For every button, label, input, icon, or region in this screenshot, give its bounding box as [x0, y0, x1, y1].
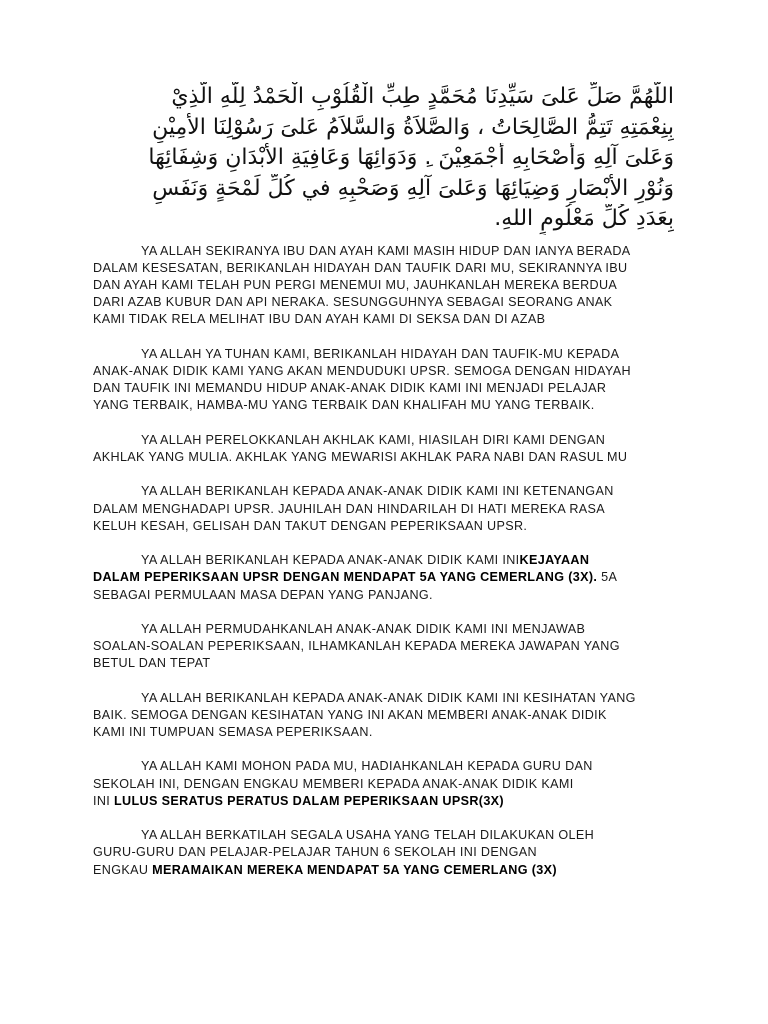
bold-phrase: DALAM PEPERIKSAAN UPSR DENGAN MENDAPAT 5A YANG CEMERLANG (3X).	[93, 570, 598, 585]
paragraph-line	[93, 776, 676, 793]
text-segment: YA ALLAH SEKIRANYA IBU DAN AYAH KAMI MASIH HIDUP DAN IANYA BERADA	[141, 243, 631, 258]
paragraph-line	[93, 690, 676, 707]
text-segment: BAIK. SEMOGA DENGAN KESIHATAN YANG INI AKAN MEMBERI ANAK-ANAK DIDIK	[93, 707, 607, 722]
text-segment: YA ALLAH BERKATILAH SEGALA USAHA YANG TELAH DILAKUKAN OLEH	[141, 828, 595, 843]
text-segment: KAMI INI TUMPUAN SEMASA PEPERIKSAAN.	[93, 725, 373, 740]
prayer-paragraph	[93, 827, 676, 879]
paragraph-line	[93, 243, 676, 260]
text-segment: BETUL DAN TEPAT	[93, 656, 211, 671]
paragraph-line	[93, 449, 676, 466]
paragraph-line	[93, 483, 676, 500]
bold-phrase: LULUS SERATUS PERATUS DALAM PEPERIKSAAN UPSR(3X)	[114, 793, 504, 808]
paragraph-line	[93, 501, 676, 518]
paragraph-line	[93, 862, 676, 879]
paragraph-line	[93, 758, 676, 775]
paragraph-line	[93, 707, 676, 724]
text-segment: SEKOLAH INI, DENGAN ENGKAU MEMBERI KEPADA ANAK-ANAK DIDIK KAMI	[93, 776, 574, 791]
paragraph-line	[93, 587, 676, 604]
prayer-paragraph	[93, 552, 676, 604]
text-segment: KAMI TIDAK RELA MELIHAT IBU DAN AYAH KAMI DI SEKSA DAN DI AZAB	[93, 312, 546, 327]
prayer-paragraph	[93, 621, 676, 673]
arabic-prayer-line: بِعَدَدِ كُلِّ مَعْلُومٍ اللهِ.	[494, 206, 674, 231]
paragraph-line	[93, 432, 676, 449]
paragraph-line	[93, 380, 676, 397]
arabic-prayer-line: اللَّهُمَّ صَلِّ عَلىَ سَيِّدِنَا مُحَمَّدٍ طِبِّ الْقُلُوْبِ الْحَمْدُ لِلَّهِ الَّذِيْ	[171, 84, 674, 109]
arabic-prayer-line: وَعَلىَ آلِهِ وَأَصْحَابِهِ أَجْمَعِيْنَ .ِ وَدَوَائِهَا وَعَافِيَةِ الأَبْدَانِ وَشِفَائِهَا	[148, 145, 674, 170]
arabic-prayer-line: وَنُوْرِ الأَبْصَارِ وَضِيَائِهَا وَعَلىَ آلِهِ وَصَحْبِهِ في كُلِّ لَمْحَةٍ وَنَفَسٍ	[152, 175, 674, 201]
text-segment: YA ALLAH PERMUDAHKANLAH ANAK-ANAK DIDIK KAMI INI MENJAWAB	[141, 621, 586, 636]
arabic-prayer-block	[93, 82, 676, 235]
paragraph-line	[93, 621, 676, 638]
text-segment: YANG TERBAIK, HAMBA-MU YANG TERBAIK DAN KHALIFAH MU YANG TERBAIK.	[93, 398, 595, 413]
bold-phrase: KEJAYAAN	[519, 553, 590, 568]
arabic-prayer-line: بِنِعْمَتِهِ تَتِمُّ الصَّالِحَاتُ ، وَالصَّلاَةُ وَالسَّلاَمُ عَلىَ رَسُوْلِنَا الأَمِيْنِ	[152, 114, 674, 140]
paragraph-line	[93, 827, 676, 844]
text-segment: SOALAN-SOALAN PEPERIKSAAN, ILHAMKANLAH KEPADA MEREKA JAWAPAN YANG	[93, 639, 620, 654]
text-segment: AKHLAK YANG MULIA. AKHLAK YANG MEWARISI AKHLAK PARA NABI DAN RASUL MU	[93, 449, 628, 464]
text-segment: ANAK-ANAK DIDIK KAMI YANG AKAN MENDUDUKI UPSR. SEMOGA DENGAN HIDAYAH	[93, 363, 631, 378]
text-segment: YA ALLAH BERIKANLAH KEPADA ANAK-ANAK DIDIK KAMI INI KETENANGAN	[141, 484, 614, 499]
text-segment: GURU-GURU DAN PELAJAR-PELAJAR TAHUN 6 SEKOLAH INI DENGAN	[93, 845, 537, 860]
paragraph-line	[93, 655, 676, 672]
text-segment: DALAM KESESATAN, BERIKANLAH HIDAYAH DAN TAUFIK DARI MU, SEKIRANNYA IBU	[93, 260, 628, 275]
text-segment: INI	[93, 793, 114, 808]
text-segment: YA ALLAH BERIKANLAH KEPADA ANAK-ANAK DIDIK KAMI INI KESIHATAN YANG	[141, 690, 636, 705]
paragraph-line	[93, 793, 676, 810]
text-segment: DAN TAUFIK INI MEMANDU HIDUP ANAK-ANAK DIDIK KAMI INI MENJADI PELAJAR	[93, 381, 607, 396]
paragraph-line	[93, 260, 676, 277]
prayer-paragraph	[93, 243, 676, 329]
bold-phrase: MERAMAIKAN MEREKA MENDAPAT 5A YANG CEMERLANG (3X)	[152, 862, 557, 877]
text-segment: YA ALLAH BERIKANLAH KEPADA ANAK-ANAK DIDIK KAMI INI	[141, 553, 520, 568]
paragraph-line	[93, 346, 676, 363]
prayer-paragraph	[93, 483, 676, 535]
paragraph-line	[93, 311, 676, 328]
text-segment: YA ALLAH YA TUHAN KAMI, BERIKANLAH HIDAYAH DAN TAUFIK-MU KEPADA	[141, 346, 620, 361]
text-segment: YA ALLAH PERELOKKANLAH AKHLAK KAMI, HIASILAH DIRI KAMI DENGAN	[141, 432, 606, 447]
text-segment: YA ALLAH KAMI MOHON PADA MU, HADIAHKANLAH KEPADA GURU DAN	[141, 759, 593, 774]
paragraph-line	[93, 569, 676, 586]
text-segment: 5A	[597, 570, 618, 585]
text-segment: DARI AZAB KUBUR DAN API NERAKA. SESUNGGUHNYA SEBAGAI SEORANG ANAK	[93, 295, 613, 310]
paragraph-line	[93, 638, 676, 655]
text-segment: DALAM MENGHADAPI UPSR. JAUHILAH DAN HINDARILAH DI HATI MEREKA RASA	[93, 501, 606, 516]
paragraph-line	[93, 844, 676, 861]
text-segment: DAN AYAH KAMI TELAH PUN PERGI MENEMUI MU, JAUHKANLAH MEREKA BERDUA	[93, 277, 618, 292]
paragraph-line	[93, 397, 676, 414]
paragraph-line	[93, 277, 676, 294]
prayer-paragraph	[93, 758, 676, 810]
paragraph-line	[93, 518, 676, 535]
prayer-paragraph	[93, 432, 676, 466]
prayer-paragraph	[93, 690, 676, 742]
text-segment: KELUH KESAH, GELISAH DAN TAKUT DENGAN PEPERIKSAAN UPSR.	[93, 518, 528, 533]
prayer-paragraphs	[93, 243, 676, 879]
paragraph-line	[93, 294, 676, 311]
text-segment: SEBAGAI PERMULAAN MASA DEPAN YANG PANJANG.	[93, 587, 433, 602]
paragraph-line	[93, 552, 676, 569]
text-segment: ENGKAU	[93, 862, 153, 877]
prayer-paragraph	[93, 346, 676, 415]
paragraph-line	[93, 363, 676, 380]
paragraph-line	[93, 724, 676, 741]
